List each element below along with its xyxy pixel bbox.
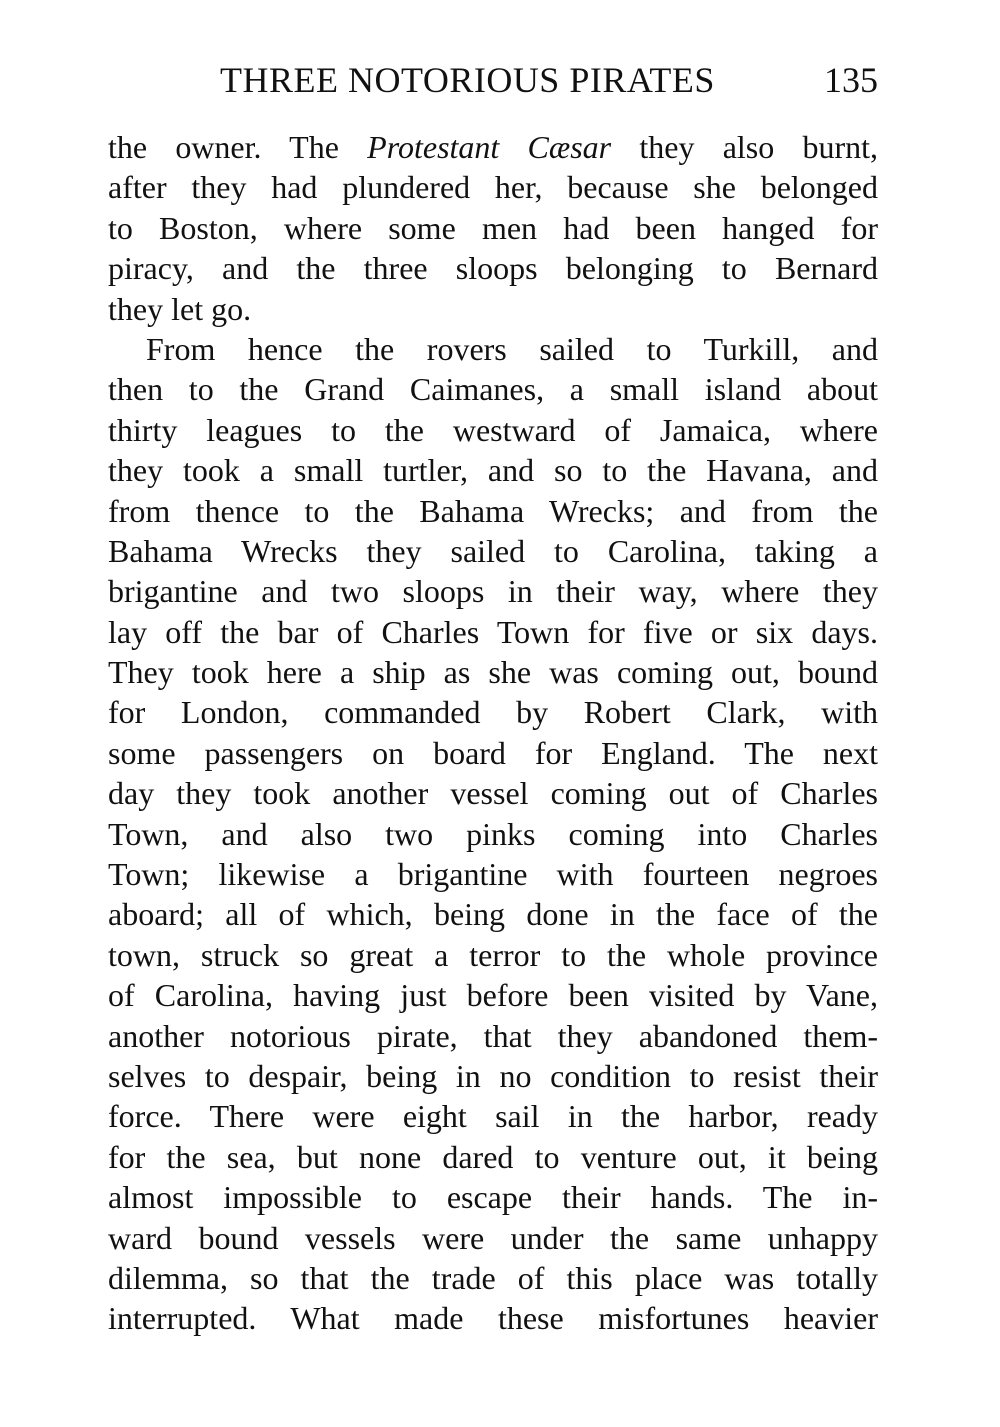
text-line: Town, and also two pinks coming into Charles (108, 815, 878, 852)
text-line: for the sea, but none dared to venture out, it being (108, 1138, 878, 1175)
paragraph-start-line: From hence the rovers sailed to Turkill, and (146, 330, 878, 367)
text-run: they also burnt, (611, 129, 879, 165)
text-line: to Boston, where some men had been hanged for (108, 209, 878, 246)
text-line (108, 127, 878, 167)
body-text (108, 127, 878, 1339)
text-line: town, struck so great a terror to the whole province (108, 936, 878, 973)
text-line: then to the Grand Caimanes, a small island about (108, 371, 878, 408)
text-line: for London, commanded by Robert Clark, with (108, 694, 878, 731)
text-line: lay off the bar of Charles Town for five or six days. (108, 613, 878, 650)
text-line: interrupted. What made these misfortunes heavier (108, 1300, 878, 1337)
text-line: selves to despair, being in no condition to resist their (108, 1057, 878, 1094)
text-line: piracy, and the three sloops belonging to Bernard (108, 250, 878, 287)
text-line: force. There were eight sail in the harbor, ready (108, 1098, 878, 1135)
text-line: another notorious pirate, that they abandoned them- (108, 1017, 878, 1054)
ship-name: Protestant Cæsar (367, 129, 612, 165)
text-line: Town; likewise a brigantine with fourteen negroes (108, 856, 878, 893)
text-line: day they took another vessel coming out of Charles (108, 775, 878, 812)
text-line: brigantine and two sloops in their way, where they (108, 573, 878, 610)
running-head (108, 56, 878, 104)
text-line: Bahama Wrecks they sailed to Carolina, taking a (108, 532, 878, 569)
text-line: after they had plundered her, because she belonged (108, 169, 878, 206)
text-line: ward bound vessels were under the same unhappy (108, 1219, 878, 1256)
text-line: they let go. (108, 290, 252, 327)
text-line: of Carolina, having just before been visited by Vane, (108, 977, 878, 1014)
text-line: dilemma, so that the trade of this place was totally (108, 1259, 878, 1296)
text-line: some passengers on board for England. The next (108, 734, 878, 771)
text-line: they took a small turtler, and so to the Havana, and (108, 452, 878, 489)
running-title: THREE NOTORIOUS PIRATES (220, 60, 715, 100)
text-line: almost impossible to escape their hands. The in- (108, 1179, 878, 1216)
text-line: aboard; all of which, being done in the face of the (108, 896, 878, 933)
text-line: They took here a ship as she was coming out, bound (108, 654, 878, 691)
text-run: the owner. The (108, 129, 368, 165)
text-line: from thence to the Bahama Wrecks; and from the (108, 492, 878, 529)
text-line: thirty leagues to the westward of Jamaica, where (108, 411, 878, 448)
page-number: 135 (824, 60, 878, 100)
